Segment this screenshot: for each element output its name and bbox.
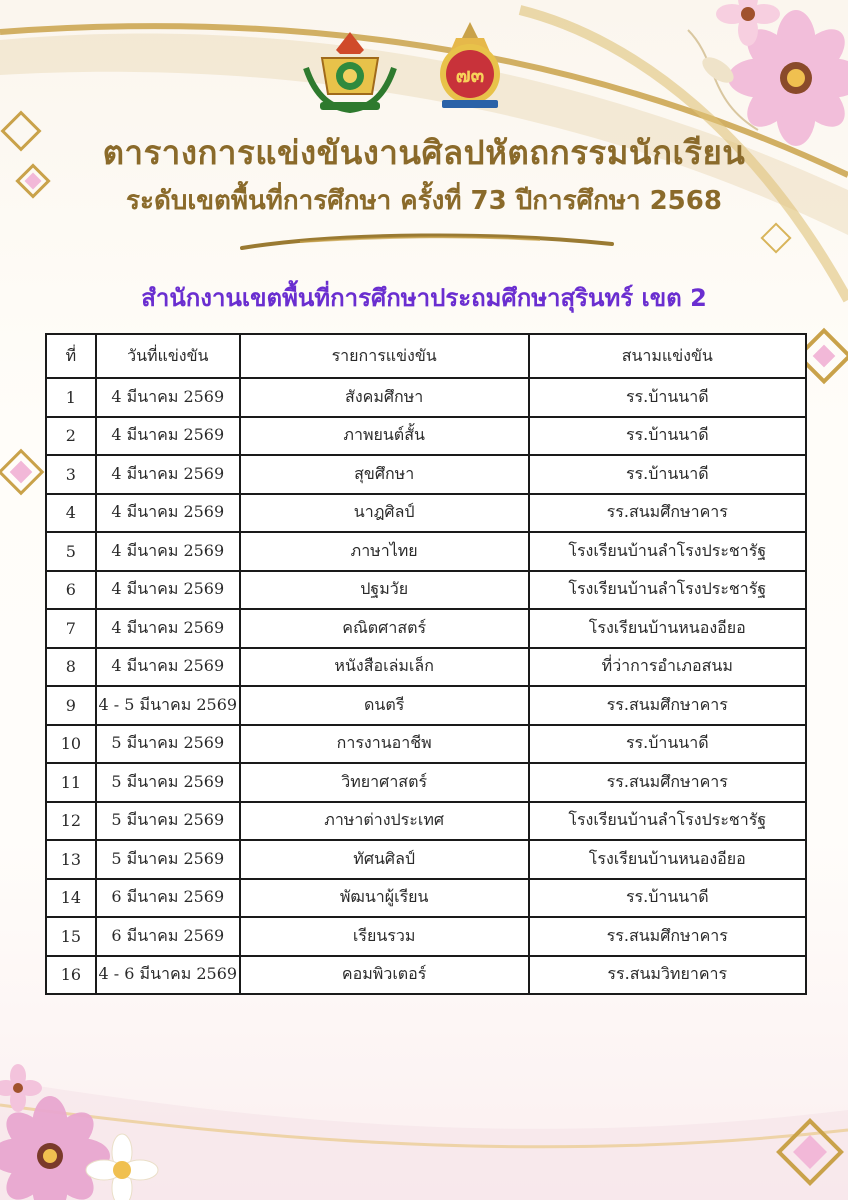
table-row [46, 840, 806, 879]
cell-date: 5 มีนาคม 2569 [96, 763, 240, 802]
cell-venue: โรงเรียนบ้านลำโรงประชารัฐ [529, 532, 806, 571]
cell-venue: โรงเรียนบ้านหนองอียอ [529, 840, 806, 879]
cell-venue: ที่ว่าการอำเภอสนม [529, 648, 806, 687]
column-header-event: รายการแข่งขัน [240, 334, 529, 378]
cell-date: 4 - 5 มีนาคม 2569 [96, 686, 240, 725]
table-row [46, 763, 806, 802]
cell-event: คณิตศาสตร์ [240, 609, 529, 648]
cell-event: ปฐมวัย [240, 571, 529, 610]
page-title: ตารางการแข่งขันงานศิลปหัตถกรรมนักเรียน [102, 133, 746, 172]
diamond-ornament-icon [756, 218, 796, 258]
cell-venue: รร.สนมศึกษาคาร [529, 686, 806, 725]
cell-date: 4 มีนาคม 2569 [96, 609, 240, 648]
table-row [46, 494, 806, 533]
cell-venue: โรงเรียนบ้านลำโรงประชารัฐ [529, 802, 806, 841]
cell-no: 1 [46, 378, 96, 417]
cell-venue: โรงเรียนบ้านหนองอียอ [529, 609, 806, 648]
cell-no: 8 [46, 648, 96, 687]
cell-date: 4 มีนาคม 2569 [96, 378, 240, 417]
table-row [46, 956, 806, 995]
cell-venue: รร.บ้านนาดี [529, 378, 806, 417]
table-row [46, 417, 806, 456]
cell-event: สุขศึกษา [240, 455, 529, 494]
cell-event: พัฒนาผู้เรียน [240, 879, 529, 918]
svg-text:๗๓: ๗๓ [455, 63, 485, 87]
cell-no: 15 [46, 917, 96, 956]
competition-schedule-table [45, 333, 807, 995]
cell-date: 4 มีนาคม 2569 [96, 648, 240, 687]
table-row [46, 609, 806, 648]
flower-icon [0, 1060, 200, 1200]
cell-date: 4 มีนาคม 2569 [96, 417, 240, 456]
column-header-venue: สนามแข่งขัน [529, 334, 806, 378]
cell-event: เรียนรวม [240, 917, 529, 956]
cell-no: 13 [46, 840, 96, 879]
cell-date: 4 มีนาคม 2569 [96, 571, 240, 610]
cell-no: 4 [46, 494, 96, 533]
cell-event: ดนตรี [240, 686, 529, 725]
cell-date: 6 มีนาคม 2569 [96, 879, 240, 918]
table-row [46, 917, 806, 956]
cell-date: 5 มีนาคม 2569 [96, 802, 240, 841]
table-row [46, 571, 806, 610]
table-row [46, 802, 806, 841]
cell-venue: รร.บ้านนาดี [529, 455, 806, 494]
cell-date: 6 มีนาคม 2569 [96, 917, 240, 956]
table-row [46, 378, 806, 417]
cell-event: วิทยาศาสตร์ [240, 763, 529, 802]
column-header-no: ที่ [46, 334, 96, 378]
cell-no: 2 [46, 417, 96, 456]
cell-no: 11 [46, 763, 96, 802]
cell-event: ภาษาไทย [240, 532, 529, 571]
cell-event: ภาษาต่างประเทศ [240, 802, 529, 841]
cell-venue: รร.บ้านนาดี [529, 417, 806, 456]
cell-venue: โรงเรียนบ้านลำโรงประชารัฐ [529, 571, 806, 610]
table-row [46, 879, 806, 918]
cell-no: 10 [46, 725, 96, 764]
table-row [46, 455, 806, 494]
cell-no: 16 [46, 956, 96, 995]
cell-date: 4 มีนาคม 2569 [96, 494, 240, 533]
logo-group [0, 28, 848, 118]
cell-date: 5 มีนาคม 2569 [96, 725, 240, 764]
table-row [46, 648, 806, 687]
cell-no: 9 [46, 686, 96, 725]
cell-event: นาฎศิลป์ [240, 494, 529, 533]
cell-event: ภาพยนต์สั้น [240, 417, 529, 456]
cell-no: 3 [46, 455, 96, 494]
anniversary-73-logo-icon [430, 20, 510, 112]
cell-event: ทัศนศิลป์ [240, 840, 529, 879]
cell-no: 14 [46, 879, 96, 918]
cell-venue: รร.สนมศึกษาคาร [529, 763, 806, 802]
table-row [46, 686, 806, 725]
cell-event: การงานอาชีพ [240, 725, 529, 764]
diamond-ornament-icon [768, 1110, 848, 1200]
cell-event: คอมพิวเตอร์ [240, 956, 529, 995]
cell-venue: รร.บ้านนาดี [529, 879, 806, 918]
cell-no: 5 [46, 532, 96, 571]
cell-venue: รร.สนมศึกษาคาร [529, 917, 806, 956]
table-header-row [46, 334, 806, 378]
cell-date: 4 - 6 มีนาคม 2569 [96, 956, 240, 995]
obec-logo-icon [302, 28, 398, 114]
cell-no: 12 [46, 802, 96, 841]
cell-date: 4 มีนาคม 2569 [96, 455, 240, 494]
diamond-ornament-icon [0, 445, 50, 515]
cell-venue: รร.บ้านนาดี [529, 725, 806, 764]
table-row [46, 725, 806, 764]
cell-venue: รร.สนมศึกษาคาร [529, 494, 806, 533]
table-row [46, 532, 806, 571]
column-header-date: วันที่แข่งขัน [96, 334, 240, 378]
cell-venue: รร.สนมวิทยาคาร [529, 956, 806, 995]
cell-date: 5 มีนาคม 2569 [96, 840, 240, 879]
cell-event: สังคมศึกษา [240, 378, 529, 417]
cell-no: 7 [46, 609, 96, 648]
page-subtitle: ระดับเขตพื้นที่การศึกษา ครั้งที่ 73 ปีการศึกษา 2568 [126, 186, 722, 216]
cell-no: 6 [46, 571, 96, 610]
organization-name: สำนักงานเขตพื้นที่การศึกษาประถมศึกษาสุรินทร์ เขต 2 [141, 284, 707, 312]
cell-event: หนังสือเล่มเล็ก [240, 648, 529, 687]
cell-date: 4 มีนาคม 2569 [96, 532, 240, 571]
